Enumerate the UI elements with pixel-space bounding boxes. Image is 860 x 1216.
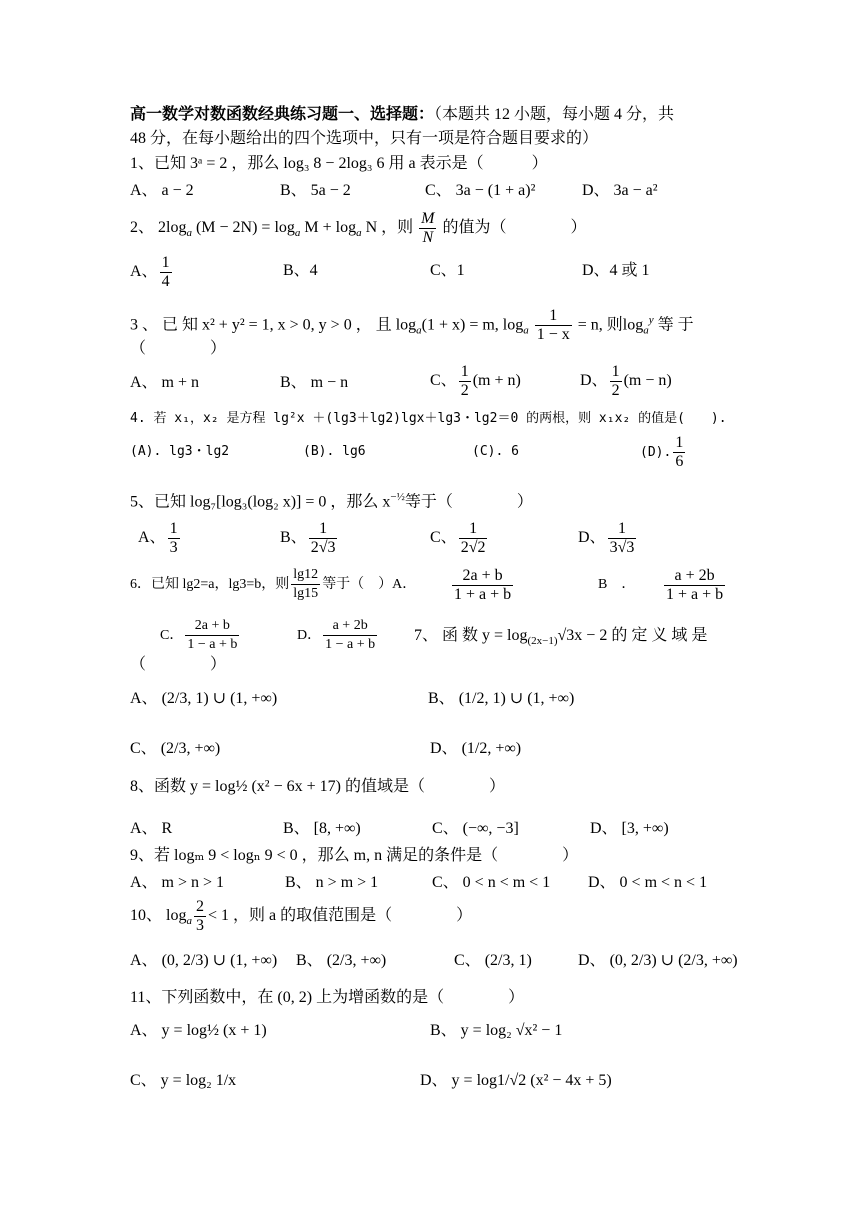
q7-option-b: B、 (1/2, 1) ∪ (1, +∞) [428,690,575,707]
q10-stem: 10、 $\log_a$ $\frac{2}{3}$ < 1 ，则 a 的取值范围是（ ） [130,897,473,934]
q1-option-c: C、 3a − (1 + a)² [425,182,536,199]
q5-option-d: D、 $\frac{1}{3√3}$ [578,519,635,556]
q2-stem-part-e: 的值为（ ） [442,219,587,236]
q3-option-a: A、 m + n [130,374,200,391]
q2-stem-part-b: (M − 2N) = log [195,219,295,236]
q7-option-d: D、 (1/2, +∞) [430,740,522,757]
q5-stem: 5、已知 log₇[log₃(log₂ x)] = 0 ，那么 $x^{-\frac{1}{2}}$等于（ ） [130,491,533,511]
q8-stem: 8、函数 y = log½ (x² − 6x + 17) 的值域是（ ） [130,778,505,795]
q2-option-a: A、 $\frac{1}{4}$ [130,253,170,290]
q10-option-b: B、 (2/3, +∞) [296,952,387,969]
q11-option-b: B、 y = log₂ √x² − 1 [430,1022,563,1039]
q3-option-d: D、 $\frac{1}{2}$ (m − n) [580,362,672,399]
q3-stem: 3 、 已 知 x² + y² = 1, x > 0, y > 0 ， 且 $\log_a(1 + x) = m$, $\log_a$ $\frac{1}{1 - x}$ = n, 则$\log_a^y$ 等 于 [130,307,694,344]
q11-stem: 11、下列函数中，在 (0, 2) 上为增函数的是（ ） [130,989,525,1006]
q2-option-d: D、4 或 1 [582,262,650,279]
header-instructions: （本题共 12 小题，每小题 4 分，共 [434,106,675,123]
q6-option-a-fraction: $\frac{2a + b}{1 + a + b}$ [454,566,512,603]
q1-option-b: B、 5a − 2 [280,182,351,199]
q8-option-c: C、 (−∞, −3] [432,820,519,837]
q7-option-c: C、 (2/3, +∞) [130,740,221,757]
header-line-2: 48 分，在每小题给出的四个选项中，只有一项是符合题目要求的） [130,130,599,147]
q2-option-c: C、1 [430,262,465,279]
q9-stem: 9、若 logₘ 9 < logₙ 9 < 0 ，那么 m, n 满足的条件是（ ） [130,847,579,864]
q3-option-b: B、 m − n [280,374,349,391]
q8-option-b: B、 [8, +∞) [283,820,361,837]
q2-stem-part-d: N ，则 [365,219,414,236]
q4-option-d: (D). $\frac{1}{6}$ [640,433,684,470]
q6-option-b: B ． [598,577,636,592]
q10-option-c: C、 (2/3, 1) [454,952,532,969]
q3-fraction: $\frac{1}{1 - x}$ [536,307,570,344]
q11-option-a: A、 y = log½ (x + 1) [130,1022,267,1039]
q1-stem: 1、已知 3ᵃ = 2 ，那么 log₃ 8 − 2log₃ 6 用 a 表示是（ ） [130,155,548,172]
q5-option-a: A、 $\frac{1}{3}$ [138,519,178,556]
q7-option-a: A、 (2/3, 1) ∪ (1, +∞) [130,690,278,707]
q4-option-a: (A). lg3・lg2 [130,444,230,459]
q9-option-c: C、 0 < n < m < 1 [432,874,551,891]
q5-option-c: C、 $\frac{1}{2√2}$ [430,519,486,556]
q6-stem: 6．已知 lg2=a，lg3=b，则 $\frac{\lg 12}{\lg 15}$ 等于（ ）A． [130,567,417,602]
q9-option-d: D、 0 < m < n < 1 [588,874,708,891]
q11-option-c: C、 y = log₂ 1/x [130,1072,237,1089]
q5-option-b: B、 $\frac{1}{2√3}$ [280,519,336,556]
q4-option-b: (B). lg6 [303,444,366,459]
q1-option-d: D、 3a − a² [582,182,658,199]
q6-option-c: C． $\frac{2a + b}{1 - a + b}$ [160,618,238,653]
q8-option-a: A、 R [130,820,173,837]
q2-fraction: $\frac{M}{N}$ [421,209,435,246]
q4-stem: 4. 若 x₁，x₂ 是方程 lg²x ＋(lg3＋lg2)lgx＋lg3・lg2＝0 的两根，则 x₁x₂ 的值是( ). [130,411,727,426]
q10-option-a: A、 (0, 2/3) ∪ (1, +∞) [130,952,278,969]
q2-option-b: B、4 [283,262,318,279]
q4-option-c: (C). 6 [472,444,519,459]
q7-stem-line-2: （ ） [130,656,227,673]
q3-stem-line-2: （ ） [130,340,227,357]
q1-option-a: A、 a − 2 [130,182,194,199]
q7-stem: 7、 函 数 $y = \log_{(2x-1)}√3x - 2$ 的 定 义 域 是 [414,627,708,648]
q6-option-d: D． $\frac{a + 2b}{1 - a + b}$ [297,618,376,653]
q2-stem-part-c: M + log [304,219,357,236]
q11-option-d: D、 y = log1/√2 (x² − 4x + 5) [420,1072,612,1089]
q6-option-b-fraction: $\frac{a + 2b}{1 + a + b}$ [666,566,724,603]
q9-option-a: A、 m > n > 1 [130,874,225,891]
document-title: 高一数学对数函数经典练习题一、选择题： [130,106,435,123]
q10-option-d: D、 (0, 2/3) ∪ (2/3, +∞) [578,952,738,969]
q9-option-b: B、 n > m > 1 [285,874,379,891]
q3-option-c: C、 $\frac{1}{2}$ (m + n) [430,362,521,399]
q8-option-d: D、 [3, +∞) [590,820,669,837]
q2-option-a-fraction: $\frac{1}{4}$ [161,253,170,290]
header-line-1 [130,104,730,126]
q2-stem: 2、 $2\log_a$ $(M - 2N) = \log_a M + \log_a N$ ，则 $\frac{M}{N}$ 的值为（ ） [130,209,587,246]
q2-stem-part-a: 2、 2log [130,219,187,236]
